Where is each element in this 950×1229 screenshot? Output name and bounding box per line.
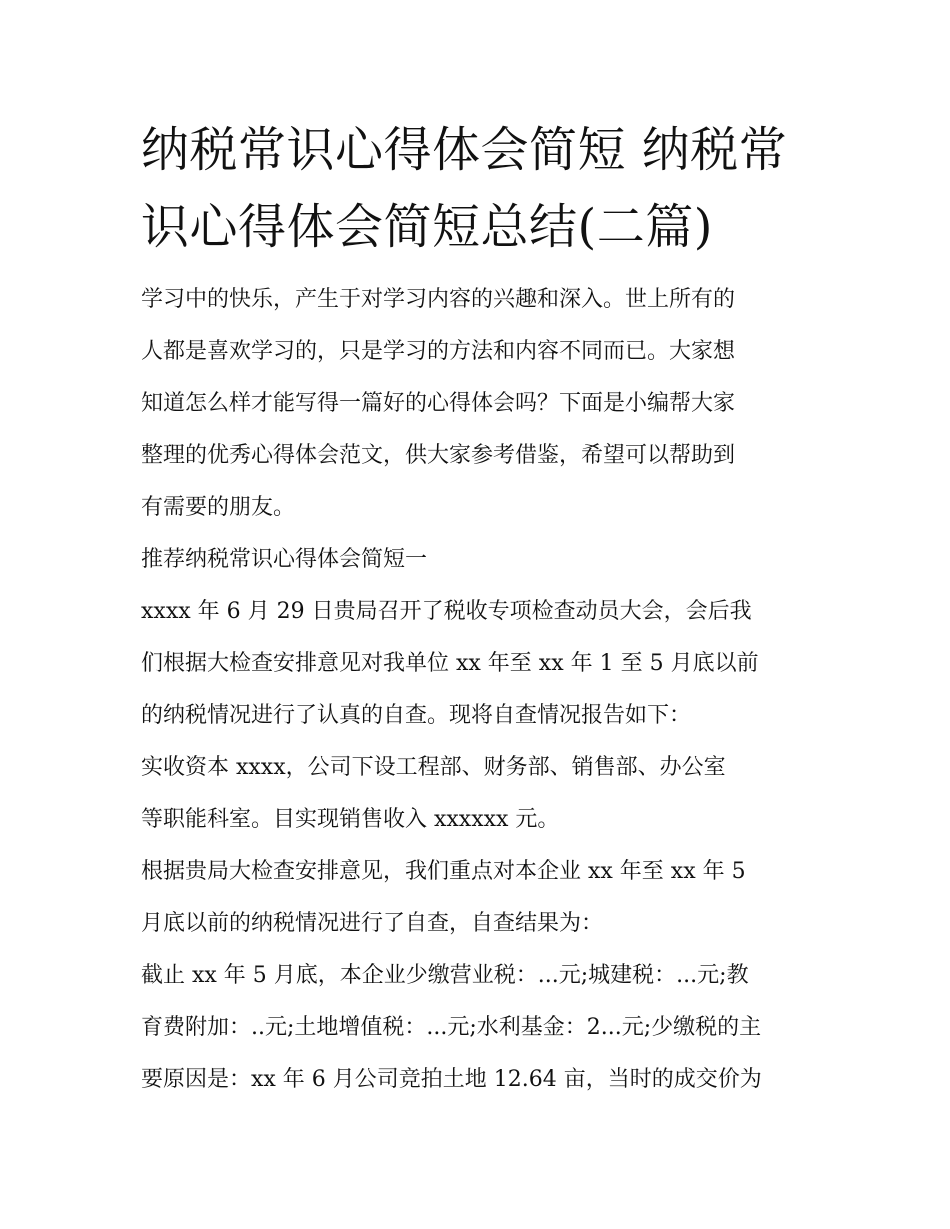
title-line: 识心得体会简短总结(二篇) (141, 199, 713, 255)
text-line: xxxx 年 6 月 29 日贵局召开了税收专项检查动员大会，会后我 (141, 599, 752, 624)
text-line: 们根据大检查安排意见对我单位 xx 年至 xx 年 1 至 5 月底以前 (141, 651, 759, 676)
text-line: 实收资本 xxxx，公司下设工程部、财务部、销售部、办公室 (141, 755, 726, 780)
text-line: 截止 xx 年 5 月底，本企业少缴营业税：...元;城建税：...元;教 (141, 963, 749, 988)
text-line: 整理的优秀心得体会范文，供大家参考借鉴，希望可以帮助到 (141, 443, 736, 468)
text-line: 等职能科室。目实现销售收入 xxxxxx 元。 (141, 807, 560, 832)
text-line: 的纳税情况进行了认真的自查。现将自查情况报告如下： (141, 703, 692, 728)
text-line: 根据贵局大检查安排意见，我们重点对本企业 xx 年至 xx 年 5 (141, 859, 746, 884)
text-line: 知道怎么样才能写得一篇好的心得体会吗？下面是小编帮大家 (141, 391, 736, 416)
text-line: 学习中的快乐，产生于对学习内容的兴趣和深入。世上所有的 (141, 287, 736, 312)
text-line: 有需要的朋友。 (141, 495, 296, 520)
text-line: 月底以前的纳税情况进行了自查，自查结果为： (141, 911, 604, 936)
document-title (141, 112, 813, 266)
text-line: 要原因是：xx 年 6 月公司竞拍土地 12.64 亩，当时的成交价为 (141, 1067, 762, 1092)
section-heading: 推荐纳税常识心得体会简短一 (141, 547, 428, 572)
text-line: 人都是喜欢学习的，只是学习的方法和内容不同而已。大家想 (141, 339, 736, 364)
text-line: 育费附加：..元;土地增值税：...元;水利基金：2...元;少缴税的主 (141, 1015, 762, 1040)
title-line: 纳税常识心得体会简短 纳税常 (141, 122, 788, 178)
document-body (141, 112, 813, 1106)
